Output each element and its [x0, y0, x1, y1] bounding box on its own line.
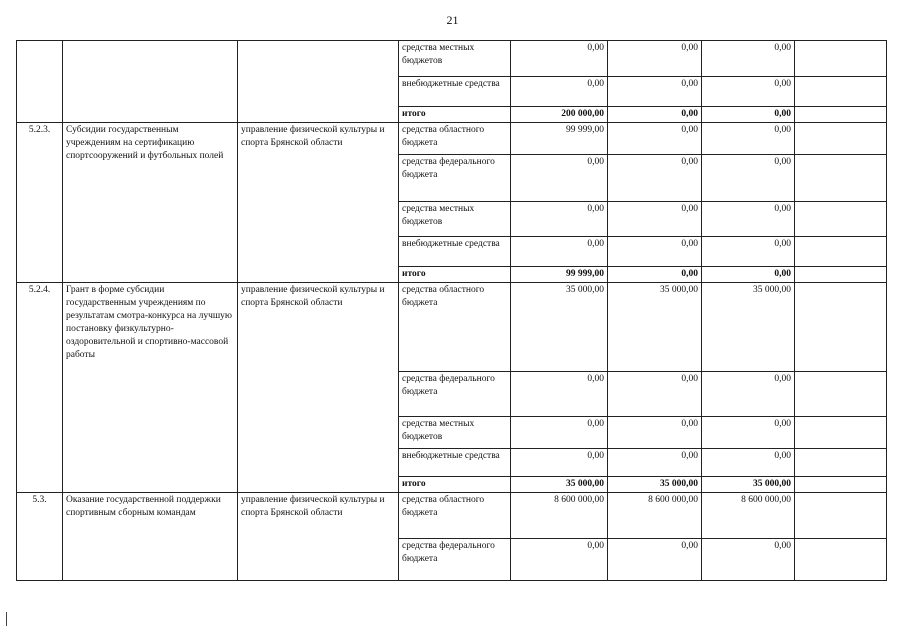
amount-year-3: 0,00	[702, 539, 795, 581]
amount-year-1: 0,00	[511, 41, 608, 77]
funding-source: средства областного бюджета	[399, 283, 511, 372]
amount-year-2: 0,00	[608, 107, 702, 123]
amount-year-3: 0,00	[702, 202, 795, 237]
funding-source: итого	[399, 107, 511, 123]
funding-source: средства местных бюджетов	[399, 202, 511, 237]
empty-cell	[795, 155, 887, 202]
empty-cell	[795, 77, 887, 107]
empty-cell	[795, 372, 887, 417]
executor-cell: управление физической культуры и спорта Брянской области	[238, 123, 399, 283]
amount-year-2: 0,00	[608, 267, 702, 283]
funding-source: средства федерального бюджета	[399, 155, 511, 202]
amount-year-1: 0,00	[511, 539, 608, 581]
empty-cell	[795, 539, 887, 581]
funding-source: внебюджетные средства	[399, 77, 511, 107]
amount-year-1: 0,00	[511, 77, 608, 107]
funding-source: средства областного бюджета	[399, 493, 511, 539]
funding-source: средства местных бюджетов	[399, 417, 511, 449]
amount-year-1: 99 999,00	[511, 123, 608, 155]
amount-year-3: 0,00	[702, 449, 795, 477]
amount-year-2: 0,00	[608, 372, 702, 417]
table-row	[17, 41, 887, 77]
table-row	[17, 123, 887, 155]
activity-title-cell: Оказание государственной поддержки спортивным сборным командам	[63, 493, 238, 581]
amount-year-1: 0,00	[511, 449, 608, 477]
amount-year-3: 0,00	[702, 107, 795, 123]
empty-cell	[795, 267, 887, 283]
row-number-cell: 5.3.	[17, 493, 63, 581]
executor-cell: управление физической культуры и спорта Брянской области	[238, 283, 399, 493]
executor-cell	[238, 41, 399, 123]
funding-source: итого	[399, 267, 511, 283]
page-number: 21	[446, 13, 459, 27]
amount-year-2: 0,00	[608, 155, 702, 202]
table-row	[17, 283, 887, 372]
amount-year-2: 8 600 000,00	[608, 493, 702, 539]
scan-edge-mark	[6, 612, 7, 626]
amount-year-1: 0,00	[511, 155, 608, 202]
funding-source: средства местных бюджетов	[399, 41, 511, 77]
empty-cell	[795, 107, 887, 123]
empty-cell	[795, 283, 887, 372]
amount-year-3: 0,00	[702, 77, 795, 107]
amount-year-2: 0,00	[608, 202, 702, 237]
activity-title-cell	[63, 41, 238, 123]
amount-year-3: 0,00	[702, 267, 795, 283]
amount-year-1: 0,00	[511, 372, 608, 417]
amount-year-2: 0,00	[608, 417, 702, 449]
empty-cell	[795, 493, 887, 539]
amount-year-1: 35 000,00	[511, 477, 608, 493]
amount-year-1: 200 000,00	[511, 107, 608, 123]
funding-source: внебюджетные средства	[399, 237, 511, 267]
table-row	[17, 493, 887, 539]
empty-cell	[795, 41, 887, 77]
amount-year-1: 0,00	[511, 417, 608, 449]
amount-year-3: 0,00	[702, 417, 795, 449]
empty-cell	[795, 237, 887, 267]
amount-year-3: 35 000,00	[702, 477, 795, 493]
amount-year-2: 35 000,00	[608, 283, 702, 372]
amount-year-2: 0,00	[608, 41, 702, 77]
amount-year-3: 0,00	[702, 155, 795, 202]
activity-title-cell: Субсидии государственным учреждениям на сертификацию спортсооружений и футбольных полей	[63, 123, 238, 283]
row-number-cell	[17, 41, 63, 123]
amount-year-1: 35 000,00	[511, 283, 608, 372]
amount-year-2: 0,00	[608, 539, 702, 581]
row-number-cell: 5.2.4.	[17, 283, 63, 493]
amount-year-3: 35 000,00	[702, 283, 795, 372]
amount-year-1: 8 600 000,00	[511, 493, 608, 539]
amount-year-2: 35 000,00	[608, 477, 702, 493]
amount-year-3: 0,00	[702, 123, 795, 155]
funding-source: средства федерального бюджета	[399, 539, 511, 581]
funding-source: средства федерального бюджета	[399, 372, 511, 417]
empty-cell	[795, 477, 887, 493]
empty-cell	[795, 202, 887, 237]
amount-year-2: 0,00	[608, 77, 702, 107]
amount-year-2: 0,00	[608, 237, 702, 267]
empty-cell	[795, 123, 887, 155]
budget-table	[16, 40, 887, 581]
amount-year-3: 8 600 000,00	[702, 493, 795, 539]
amount-year-3: 0,00	[702, 41, 795, 77]
amount-year-3: 0,00	[702, 237, 795, 267]
amount-year-1: 0,00	[511, 202, 608, 237]
executor-cell: управление физической культуры и спорта Брянской области	[238, 493, 399, 581]
funding-source: средства областного бюджета	[399, 123, 511, 155]
empty-cell	[795, 417, 887, 449]
amount-year-1: 99 999,00	[511, 267, 608, 283]
amount-year-1: 0,00	[511, 237, 608, 267]
empty-cell	[795, 449, 887, 477]
funding-source: итого	[399, 477, 511, 493]
amount-year-2: 0,00	[608, 123, 702, 155]
amount-year-3: 0,00	[702, 372, 795, 417]
row-number-cell: 5.2.3.	[17, 123, 63, 283]
amount-year-2: 0,00	[608, 449, 702, 477]
activity-title-cell: Грант в форме субсидии государственным учреждениям по результатам смотра-конкурса на лучшую постановку физкультурно-оздоровительной и спортивно-массовой работы	[63, 283, 238, 493]
funding-source: внебюджетные средства	[399, 449, 511, 477]
